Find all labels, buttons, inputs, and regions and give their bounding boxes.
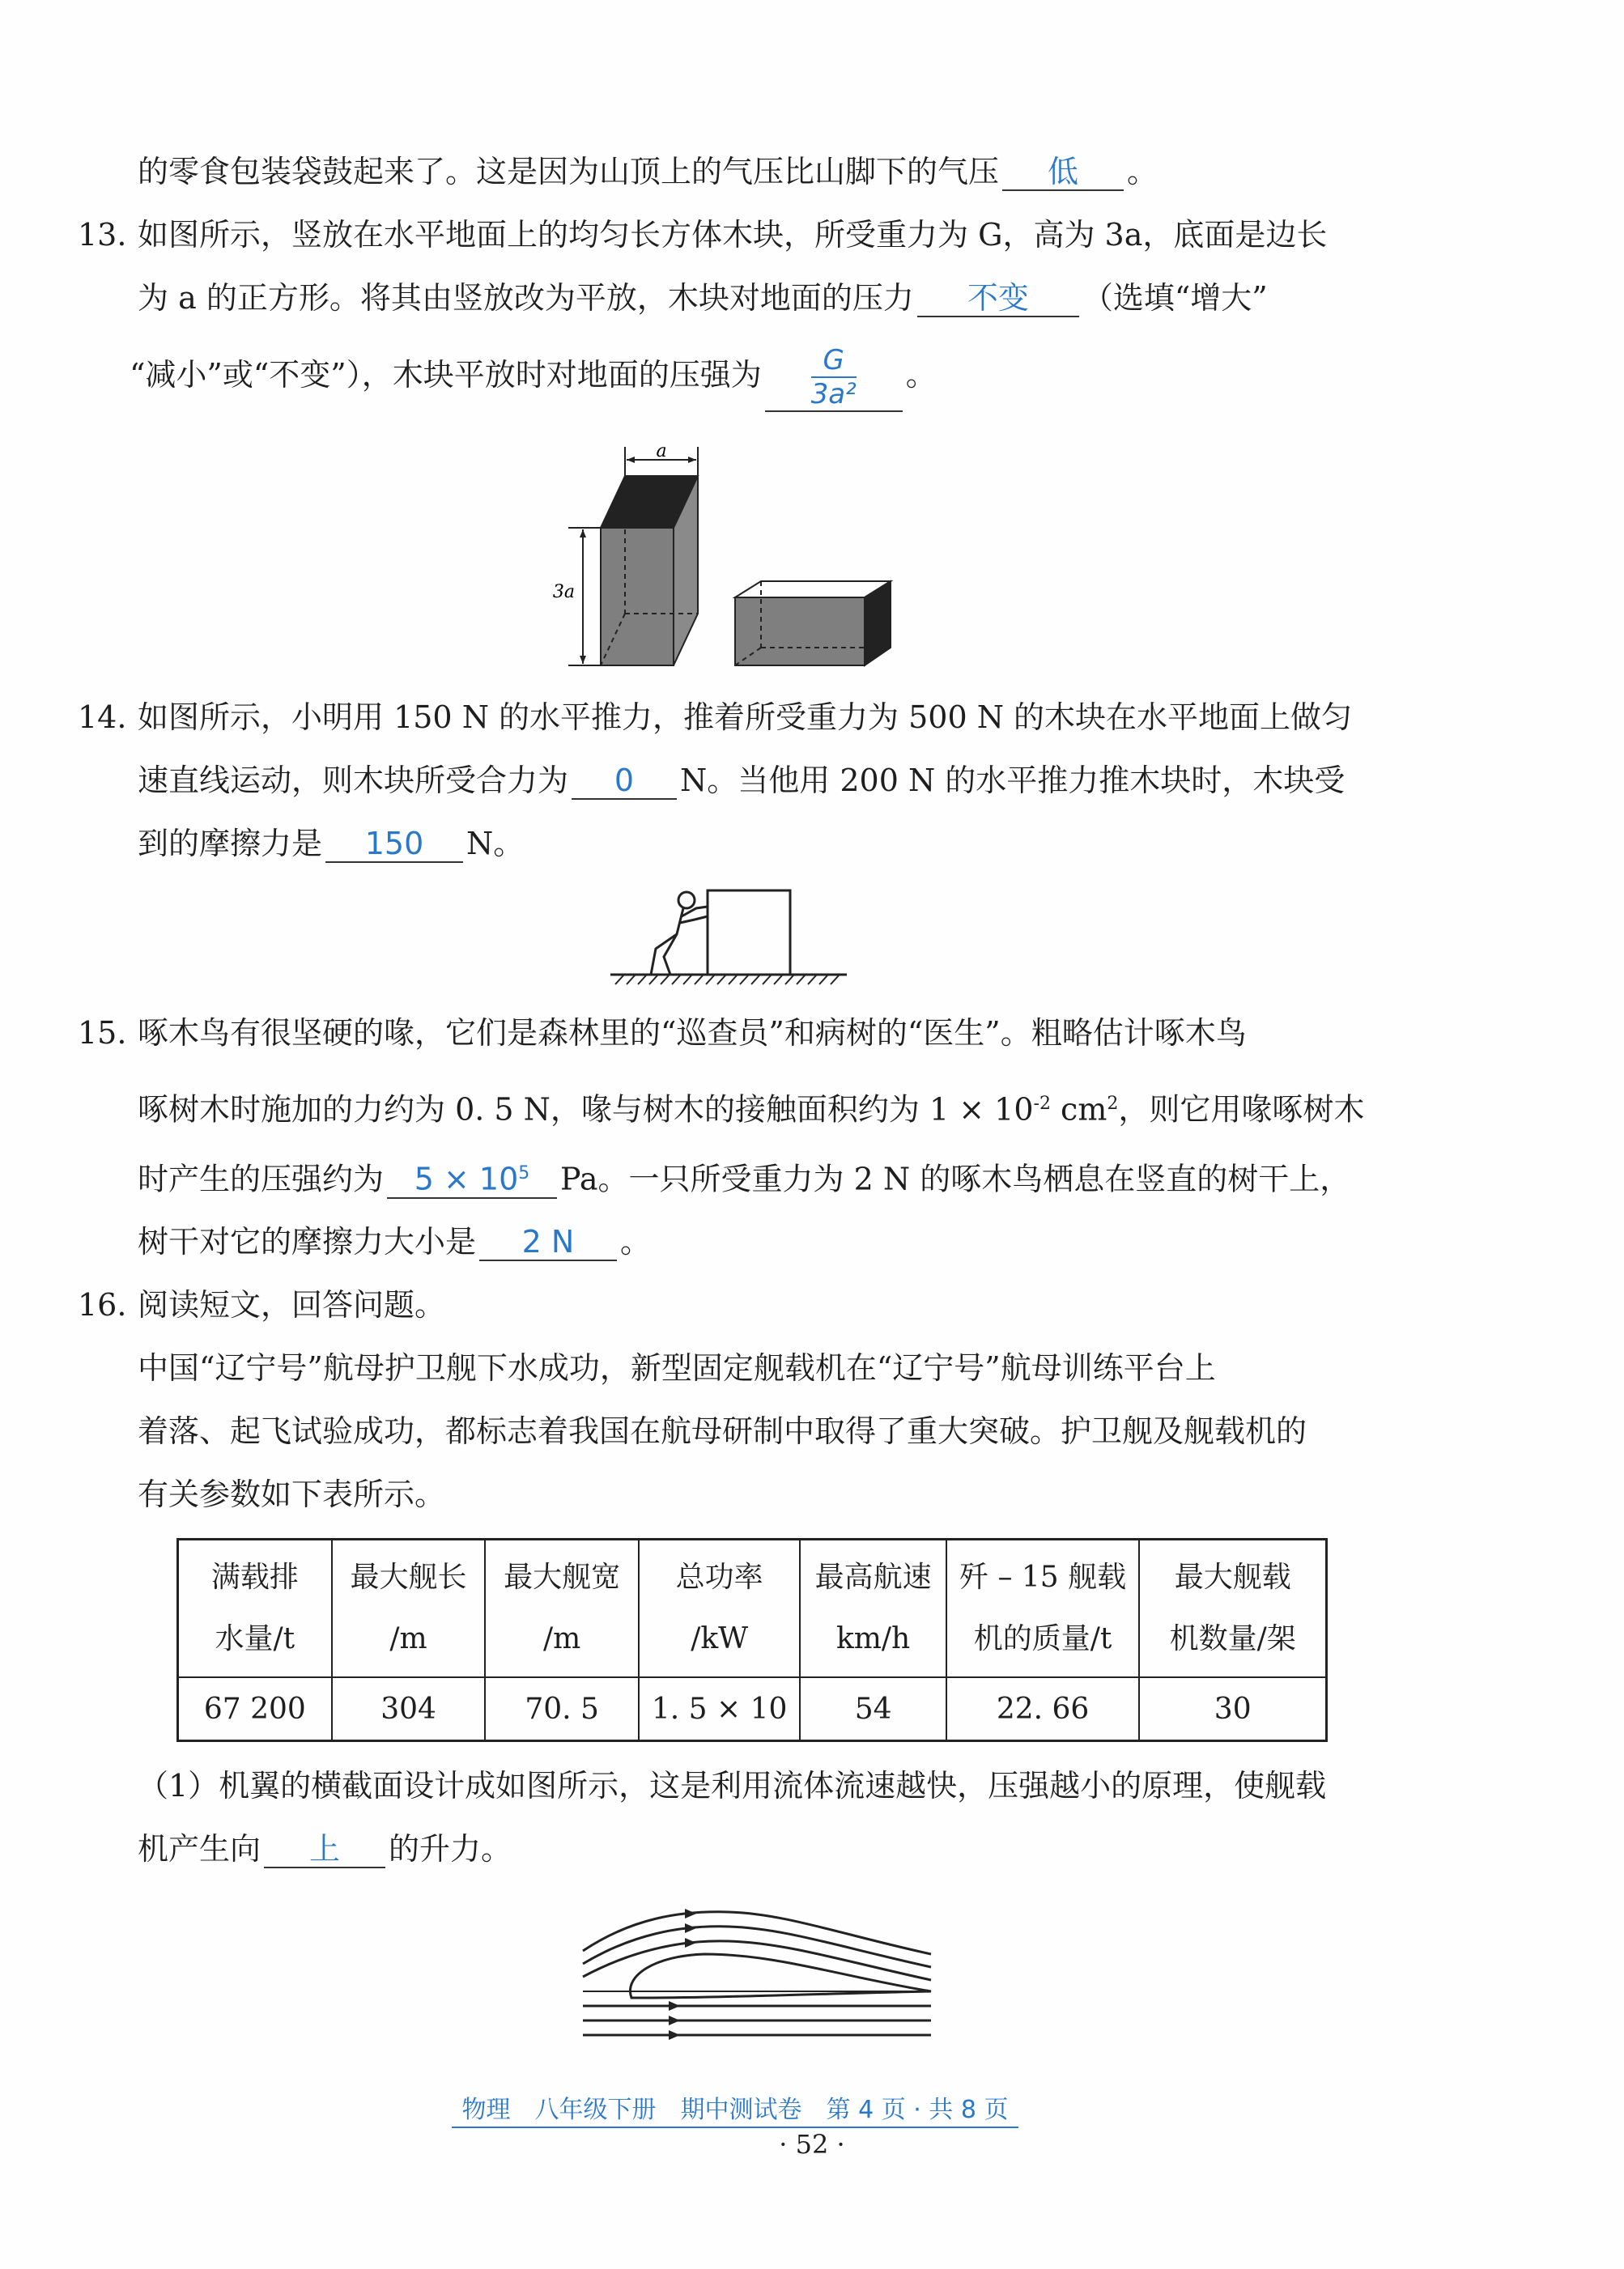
table-header-cell: 最大舰载 机数量/架 bbox=[1139, 1540, 1326, 1678]
q14-answer2: 150 bbox=[325, 826, 463, 863]
table-cell: 54 bbox=[800, 1677, 946, 1741]
table-header-cell: 最高航速 km/h bbox=[800, 1540, 946, 1678]
q15-line1: 啄木鸟有很坚硬的喙，它们是森林里的“巡查员”和病树的“医生”。粗略估计啄木鸟 bbox=[138, 1015, 1247, 1051]
q16-sub1-line2: 机产生向 上 的升力。 bbox=[138, 1831, 512, 1867]
table-header-row bbox=[178, 1540, 1327, 1678]
q13-label-a: a bbox=[656, 444, 667, 461]
q15-line3: 时产生的压强约为 $5 \times 10^5$ Pa。一只所受重力为 2 N 的啄木鸟栖息在竖直的树干上， bbox=[138, 1156, 1350, 1199]
table-cell: 304 bbox=[332, 1677, 486, 1741]
q15-answer2: 2 N bbox=[479, 1224, 617, 1261]
table-cell: 70. 5 bbox=[485, 1677, 638, 1741]
q16-sub1-line1: （1）机翼的横截面设计成如图所示，这是利用流体流速越快，压强越小的原理，使舰载 bbox=[138, 1768, 1327, 1804]
page-number: · 52 · bbox=[779, 2129, 845, 2160]
q16-para1: 中国“辽宁号”航母护卫舰下水成功，新型固定舰载机在“辽宁号”航母训练平台上 bbox=[138, 1350, 1216, 1386]
q16-sub1-answer: 上 bbox=[264, 1831, 385, 1868]
table-header-cell: 总功率 /kW bbox=[639, 1540, 801, 1678]
table-header-cell: 满载排 水量/t bbox=[178, 1540, 332, 1678]
q15-number: 15. bbox=[78, 1015, 127, 1051]
q14-answer1: 0 bbox=[572, 763, 677, 800]
q16-parameter-table bbox=[176, 1538, 1328, 1742]
table-cell: 1. 5 × 10 bbox=[639, 1677, 801, 1741]
table-row bbox=[178, 1677, 1327, 1741]
q13-answer2: $\frac{G}{\text{3a²}}$ bbox=[765, 342, 903, 412]
q16-intro: 阅读短文，回答问题。 bbox=[138, 1287, 446, 1323]
q15-line4: 树干对它的摩擦力大小是 2 N 。 bbox=[138, 1224, 652, 1260]
q14-line3: 到的摩擦力是 150 N。 bbox=[138, 826, 525, 861]
q14-line2: 速直线运动，则木块所受合力为 0 N。当他用 200 N 的水平推力推木块时，木块受 bbox=[138, 763, 1346, 798]
q14-line1: 如图所示，小明用 150 N 的水平推力，推着所受重力为 500 N 的木块在水平地面上做匀 bbox=[138, 699, 1353, 735]
table-cell: 67 200 bbox=[178, 1677, 332, 1741]
q13-line1: 如图所示，竖放在水平地面上的均匀长方体木块，所受重力为 G，高为 3a，底面是边长 bbox=[138, 217, 1328, 253]
q14-number: 14. bbox=[78, 699, 127, 735]
page-footer: 物理 八年级下册 期中测试卷 第 4 页 · 共 8 页 bbox=[452, 2094, 1018, 2128]
q15-line2: 啄树木时施加的力约为 0. 5 N，喙与树木的接触面积约为 $1 \times 10^{-2}$ $cm^2$，则它用喙啄树木 bbox=[138, 1091, 1365, 1128]
wing-airflow-figure bbox=[567, 1902, 939, 2048]
table-cell: 22. 66 bbox=[946, 1677, 1140, 1741]
q13-line2: 为 a 的正方形。将其由竖放改为平放，木块对地面的压力 不变 （选填“增大” bbox=[138, 280, 1268, 316]
q12-text: 的零食包装袋鼓起来了。这是因为山顶上的气压比山脚下的气压 bbox=[138, 154, 1000, 189]
q16-para2: 着落、起飞试验成功，都标志着我国在航母研制中取得了重大突破。护卫舰及舰载机的 bbox=[138, 1413, 1307, 1449]
q13-line3: “减小”或“不变”），木块平放时对地面的压强为 $\frac{G}{\text{3a²}}$ 。 bbox=[130, 343, 937, 410]
q15-answer1: $5 \times 10^5$ bbox=[387, 1156, 557, 1199]
q13-number: 13. bbox=[78, 217, 127, 253]
q14-push-figure bbox=[607, 884, 850, 989]
q12-tail-line: 的零食包装袋鼓起来了。这是因为山顶上的气压比山脚下的气压 低 。 bbox=[138, 154, 1158, 189]
q16-number: 16. bbox=[78, 1287, 127, 1323]
table-header-cell: 最大舰宽 /m bbox=[485, 1540, 638, 1678]
q16-para3: 有关参数如下表所示。 bbox=[138, 1477, 446, 1512]
q13-label-3a: 3a bbox=[552, 582, 575, 602]
q13-answer1: 不变 bbox=[917, 280, 1079, 317]
table-header-cell: 最大舰长 /m bbox=[332, 1540, 486, 1678]
table-header-cell: 歼 – 15 舰载 机的质量/t bbox=[946, 1540, 1140, 1678]
q13-block-figure bbox=[551, 444, 939, 670]
table-cell: 30 bbox=[1139, 1677, 1326, 1741]
q12-answer: 低 bbox=[1002, 154, 1124, 191]
